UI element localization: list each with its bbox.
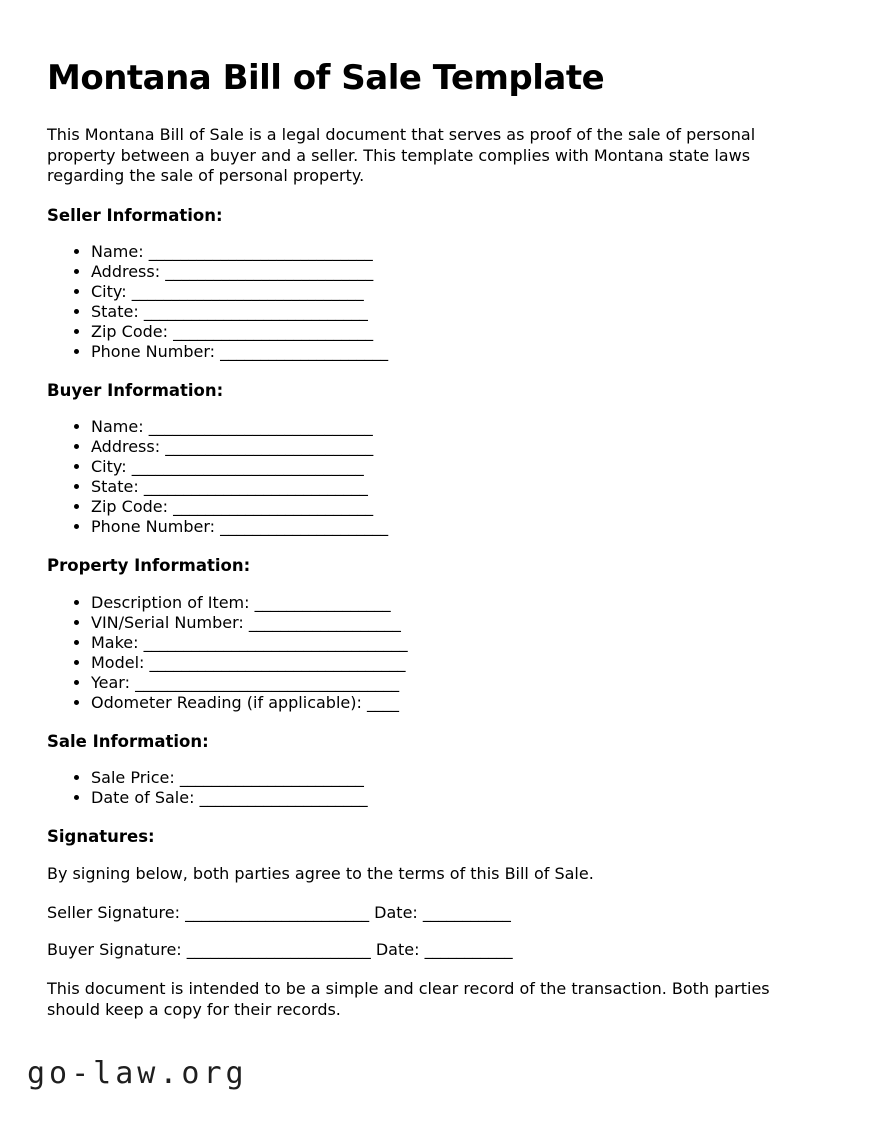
field-label: Make: bbox=[91, 632, 139, 652]
field-label: Odometer Reading (if applicable): bbox=[91, 692, 362, 712]
agreement-text: By signing below, both parties agree to the terms of this Bill of Sale. bbox=[47, 863, 594, 883]
seller-signature-row bbox=[47, 903, 822, 923]
field-label: State: bbox=[91, 477, 139, 497]
signature-blank-line: _______________________ bbox=[185, 903, 370, 923]
field-label: Phone Number: bbox=[91, 517, 216, 537]
field-label: State: bbox=[91, 301, 139, 321]
field-label: Address: bbox=[91, 437, 161, 457]
list-item bbox=[91, 613, 822, 633]
field-blank-line: _________________ bbox=[254, 592, 391, 612]
field-blank-line: ____________________________ bbox=[148, 241, 373, 261]
field-blank-line: _____________________________ bbox=[131, 281, 364, 301]
field-label: Address: bbox=[91, 261, 161, 281]
buyer-field-list bbox=[47, 417, 822, 537]
field-blank-line: _____________________ bbox=[199, 788, 368, 808]
date-label: Date: bbox=[374, 903, 418, 923]
field-blank-line: ___________________ bbox=[248, 612, 401, 632]
seller-field-list bbox=[47, 242, 822, 362]
list-item bbox=[91, 457, 822, 477]
field-blank-line: _____________________ bbox=[220, 517, 389, 537]
list-item bbox=[91, 282, 822, 302]
list-item bbox=[91, 788, 822, 808]
list-item bbox=[91, 768, 822, 788]
list-item bbox=[91, 242, 822, 262]
field-blank-line: ____________________________ bbox=[143, 477, 368, 497]
field-blank-line: _____________________ bbox=[220, 341, 389, 361]
field-blank-line: ________________________________ bbox=[149, 652, 406, 672]
signature-label: Seller Signature: bbox=[47, 903, 180, 923]
date-blank-line: ___________ bbox=[424, 940, 513, 960]
section-heading-signatures: Signatures: bbox=[47, 827, 155, 847]
signature-label: Buyer Signature: bbox=[47, 940, 182, 960]
list-item bbox=[91, 653, 822, 673]
field-label: City: bbox=[91, 281, 127, 301]
list-item bbox=[91, 322, 822, 342]
field-blank-line: ____ bbox=[366, 692, 399, 712]
closing-paragraph: This document is intended to be a simple and clear record of the transaction. Both parties should keep a copy for their records. bbox=[47, 979, 770, 1019]
property-field-list bbox=[47, 593, 822, 713]
field-label: Year: bbox=[91, 672, 130, 692]
list-item bbox=[91, 477, 822, 497]
list-item bbox=[91, 633, 822, 653]
field-blank-line: _________________________________ bbox=[135, 672, 400, 692]
field-label: Phone Number: bbox=[91, 341, 216, 361]
field-blank-line: _____________________________ bbox=[131, 457, 364, 477]
list-item bbox=[91, 302, 822, 322]
section-heading-seller: Seller Information: bbox=[47, 205, 223, 225]
sale-field-list bbox=[47, 768, 822, 808]
date-label: Date: bbox=[375, 940, 420, 960]
list-item bbox=[91, 497, 822, 517]
section-heading-property: Property Information: bbox=[47, 556, 251, 576]
list-item bbox=[91, 673, 822, 693]
list-item bbox=[91, 262, 822, 282]
field-label: Name: bbox=[91, 241, 144, 261]
field-blank-line: _________________________________ bbox=[143, 632, 408, 652]
field-blank-line: ____________________________ bbox=[143, 301, 368, 321]
field-label: Sale Price: bbox=[91, 768, 175, 788]
list-item bbox=[91, 417, 822, 437]
list-item bbox=[91, 693, 822, 713]
page-title: Montana Bill of Sale Template bbox=[47, 58, 605, 98]
field-label: Date of Sale: bbox=[91, 788, 195, 808]
field-blank-line: _________________________ bbox=[173, 321, 374, 341]
signature-blank-line: _______________________ bbox=[186, 940, 371, 960]
buyer-signature-row bbox=[47, 940, 822, 960]
field-label: Zip Code: bbox=[91, 497, 168, 517]
field-blank-line: _________________________ bbox=[173, 497, 374, 517]
field-label: City: bbox=[91, 457, 127, 477]
field-blank-line: _______________________ bbox=[179, 768, 364, 788]
field-label: Name: bbox=[91, 417, 144, 437]
watermark-logo: go-law.org bbox=[27, 1056, 248, 1091]
field-label: Zip Code: bbox=[91, 321, 168, 341]
field-blank-line: ____________________________ bbox=[148, 417, 373, 437]
list-item bbox=[91, 593, 822, 613]
date-blank-line: ___________ bbox=[422, 903, 511, 923]
intro-paragraph: This Montana Bill of Sale is a legal document that serves as proof of the sale of personal property between a buyer and a seller. This template complies with Montana state laws regarding the sale of personal property. bbox=[47, 125, 756, 186]
section-heading-sale: Sale Information: bbox=[47, 731, 209, 751]
field-label: Description of Item: bbox=[91, 592, 250, 612]
list-item bbox=[91, 517, 822, 537]
list-item bbox=[91, 437, 822, 457]
field-label: Model: bbox=[91, 652, 145, 672]
list-item bbox=[91, 342, 822, 362]
field-label: VIN/Serial Number: bbox=[91, 612, 244, 632]
section-heading-buyer: Buyer Information: bbox=[47, 380, 224, 400]
field-blank-line: __________________________ bbox=[165, 437, 374, 457]
field-blank-line: __________________________ bbox=[165, 261, 374, 281]
